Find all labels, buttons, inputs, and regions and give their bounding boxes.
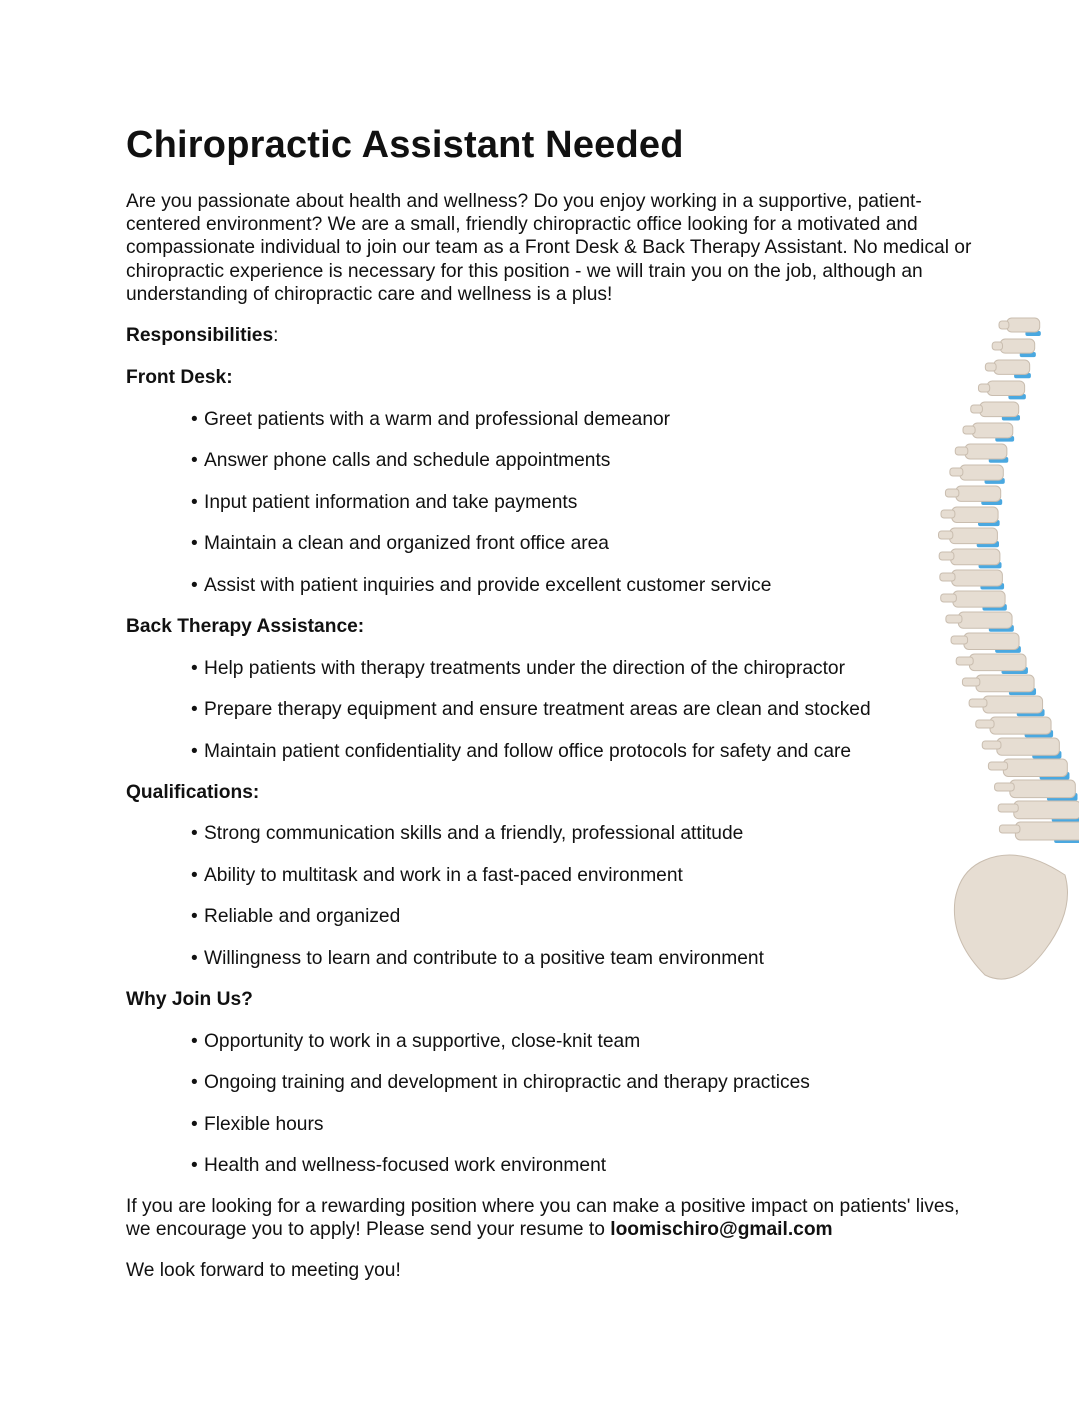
bullet-icon: • xyxy=(191,409,198,430)
bullet-icon: • xyxy=(191,1031,198,1052)
vertebra xyxy=(990,717,1051,734)
why-join-heading: Why Join Us? xyxy=(126,989,253,1010)
list-item: • Maintain patient confidentiality and follow office protocols for safety and care xyxy=(191,741,852,762)
vertebra xyxy=(997,738,1060,755)
vertebra xyxy=(952,507,998,522)
vertebra-process xyxy=(940,573,955,581)
vertebra-process xyxy=(939,531,953,539)
vertebra-process xyxy=(950,468,963,476)
qualifications-heading: Qualifications: xyxy=(126,782,260,803)
vertebra-process xyxy=(963,426,975,434)
responsibilities-heading: Responsibilities: xyxy=(126,325,279,346)
bullet-icon: • xyxy=(191,450,198,471)
bullet-icon: • xyxy=(191,575,198,596)
vertebra-process xyxy=(971,405,983,413)
bullet-icon: • xyxy=(191,1114,198,1135)
list-item: • Input patient information and take payments xyxy=(191,492,578,513)
vertebra xyxy=(969,654,1026,671)
signoff-text: We look forward to meeting you! xyxy=(126,1260,401,1281)
vertebra xyxy=(952,570,1003,586)
list-item: • Help patients with therapy treatments under the direction of the chiropractor xyxy=(191,658,845,679)
bullet-icon: • xyxy=(191,658,198,679)
vertebra xyxy=(987,381,1024,395)
vertebra-process xyxy=(939,552,954,560)
vertebra xyxy=(960,465,1003,480)
bullet-icon: • xyxy=(191,1072,198,1093)
list-item: • Prepare therapy equipment and ensure treatment areas are clean and stocked xyxy=(191,699,871,720)
bullet-icon: • xyxy=(191,823,198,844)
vertebra-process xyxy=(992,342,1002,350)
vertebra-process xyxy=(945,489,958,497)
vertebra xyxy=(1003,759,1067,776)
vertebra xyxy=(972,423,1012,438)
vertebra xyxy=(956,486,1001,501)
bullet-icon: • xyxy=(191,699,198,720)
list-item: • Maintain a clean and organized front office area xyxy=(191,533,609,554)
vertebra-process xyxy=(982,741,1001,749)
list-item: • Opportunity to work in a supportive, close-knit team xyxy=(191,1031,641,1052)
vertebra xyxy=(976,675,1034,692)
vertebra-process xyxy=(985,363,996,371)
vertebra xyxy=(1015,822,1079,840)
vertebra-process xyxy=(956,657,973,665)
vertebra xyxy=(1010,780,1075,798)
vertebra xyxy=(1007,318,1040,332)
vertebra-process xyxy=(999,825,1020,833)
list-item: • Ongoing training and development in chiropractic and therapy practices xyxy=(191,1072,810,1093)
vertebra xyxy=(1014,801,1079,819)
vertebra xyxy=(950,528,998,544)
vertebra xyxy=(958,612,1012,628)
vertebra-process xyxy=(969,699,987,707)
bullet-icon: • xyxy=(191,865,198,886)
bullet-icon: • xyxy=(191,533,198,554)
list-item: • Strong communication skills and a friendly, professional attitude xyxy=(191,823,744,844)
list-item: • Flexible hours xyxy=(191,1114,324,1135)
vertebra-process xyxy=(976,720,994,728)
vertebra xyxy=(1000,339,1034,353)
responsibilities-heading-text: Responsibilities xyxy=(126,325,274,346)
spine-illustration xyxy=(925,300,1079,990)
back-therapy-heading: Back Therapy Assistance: xyxy=(126,616,365,637)
vertebra-process xyxy=(988,762,1007,770)
list-item: • Health and wellness-focused work environment xyxy=(191,1155,607,1176)
list-item: • Reliable and organized xyxy=(191,906,401,927)
vertebra-process xyxy=(998,804,1018,812)
list-item: • Ability to multitask and work in a fast-paced environment xyxy=(191,865,683,886)
bullet-icon: • xyxy=(191,492,198,513)
list-item: • Answer phone calls and schedule appointments xyxy=(191,450,611,471)
vertebra xyxy=(964,633,1019,649)
vertebra-process xyxy=(955,447,968,455)
bullet-icon: • xyxy=(191,906,198,927)
vertebra xyxy=(953,591,1005,607)
list-item: • Willingness to learn and contribute to a positive team environment xyxy=(191,948,764,969)
page-title: Chiropractic Assistant Needed xyxy=(126,124,684,166)
bullet-icon: • xyxy=(191,948,198,969)
email-link[interactable]: loomischiro@gmail.com xyxy=(610,1219,833,1241)
sacrum xyxy=(954,855,1067,979)
vertebra-process xyxy=(999,321,1009,329)
intro-paragraph: Are you passionate about health and wellness? Do you enjoy working in a supportive, patient-centered environment? We are a small, friendly chiropractic office looking for a motivated and compassionate individual to join our team as a Front Desk & Back Therapy Assistant. No medical or chiropractic experience is necessary for this position - we will train you on the job, although an understanding of chiropractic care and wellness is a plus! xyxy=(126,191,972,305)
vertebra-process xyxy=(951,636,968,644)
vertebra xyxy=(994,360,1030,374)
list-item: • Assist with patient inquiries and provide excellent customer service xyxy=(191,575,772,596)
vertebra-process xyxy=(978,384,989,392)
vertebra xyxy=(951,549,1000,565)
closing-paragraph xyxy=(126,1195,986,1241)
front-desk-heading: Front Desk: xyxy=(126,367,233,388)
vertebra-process xyxy=(941,594,957,602)
bullet-icon: • xyxy=(191,741,198,762)
vertebra xyxy=(980,402,1019,417)
vertebra xyxy=(965,444,1007,459)
vertebra-process xyxy=(995,783,1015,791)
vertebra-process xyxy=(962,678,979,686)
list-item: • Greet patients with a warm and professional demeanor xyxy=(191,409,671,430)
bullet-icon: • xyxy=(191,1155,198,1176)
vertebra xyxy=(983,696,1043,713)
closing-text: If you are looking for a rewarding position where you can make a positive impact on patients' lives, we encourage you to apply! Please send your resume to xyxy=(126,1196,960,1241)
vertebra-process xyxy=(941,510,955,518)
vertebra-process xyxy=(946,615,962,623)
